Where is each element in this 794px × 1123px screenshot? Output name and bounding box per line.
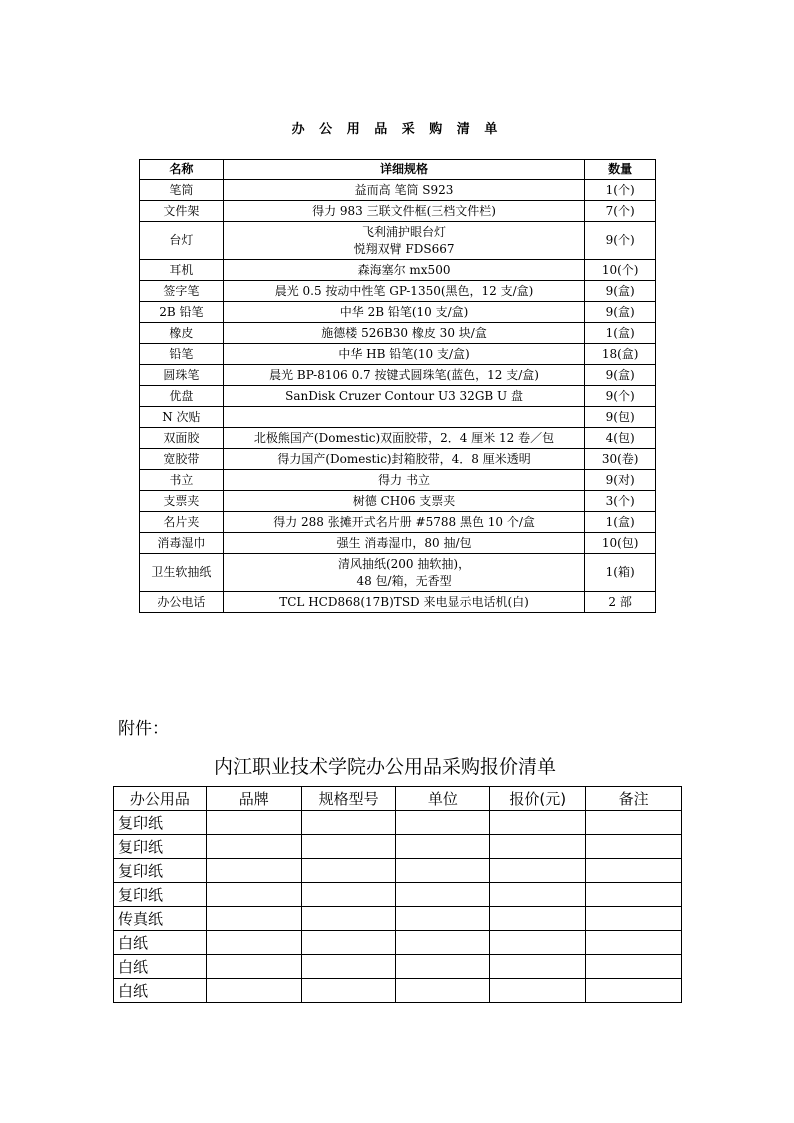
- quote-row: [114, 955, 682, 979]
- item-spec: [223, 449, 584, 470]
- remarks-cell[interactable]: [586, 907, 682, 931]
- table-row: [140, 365, 656, 386]
- unit-cell[interactable]: [396, 907, 490, 931]
- table-row: [140, 386, 656, 407]
- table-row: [140, 449, 656, 470]
- item-name: 双面胶: [140, 428, 224, 449]
- price-cell[interactable]: [490, 931, 586, 955]
- unit-cell[interactable]: [396, 835, 490, 859]
- table-row: [140, 533, 656, 554]
- item-spec-line: 晨光 0.5 按动中性笔 GP-1350(黑色，12 支/盒): [274, 283, 534, 298]
- model-cell[interactable]: [301, 883, 396, 907]
- item-name: 消毒湿巾: [140, 533, 224, 554]
- quote-item-name: 白纸: [114, 931, 207, 955]
- item-qty: 1(箱): [585, 554, 656, 592]
- item-spec: [223, 344, 584, 365]
- purchase-list-table: [139, 159, 656, 613]
- table-header-row: [140, 160, 656, 180]
- item-spec-line: 得力 书立: [378, 472, 430, 487]
- item-spec-line: 森海塞尔 mx500: [357, 262, 451, 277]
- item-spec-line: 中华 2B 铅笔(10 支/盒): [339, 304, 469, 319]
- quote-row: [114, 859, 682, 883]
- header-qty: 数量: [585, 160, 656, 180]
- item-name: 办公电话: [140, 592, 224, 613]
- quote-item-name: 复印纸: [114, 811, 207, 835]
- item-spec: [223, 592, 584, 613]
- price-cell[interactable]: [490, 811, 586, 835]
- item-spec: [223, 386, 584, 407]
- item-spec-line: 晨光 BP-8106 0.7 按键式圆珠笔(蓝色，12 支/盒): [269, 367, 539, 382]
- item-name: 宽胶带: [140, 449, 224, 470]
- table-row: [140, 260, 656, 281]
- item-qty: 1(盒): [585, 323, 656, 344]
- item-qty: 4(包): [585, 428, 656, 449]
- item-name: 橡皮: [140, 323, 224, 344]
- quote-item-name: 白纸: [114, 979, 207, 1003]
- quote-header-row: [114, 787, 682, 811]
- table-row: [140, 512, 656, 533]
- item-spec: [223, 428, 584, 449]
- item-spec: [223, 470, 584, 491]
- quote-row: [114, 907, 682, 931]
- unit-cell[interactable]: [396, 811, 490, 835]
- quote-row: [114, 835, 682, 859]
- brand-cell[interactable]: [206, 811, 301, 835]
- item-name: 优盘: [140, 386, 224, 407]
- item-spec-line: 得力国产(Domestic)封箱胶带，4．8 厘米透明: [277, 451, 531, 466]
- item-qty: 3(个): [585, 491, 656, 512]
- item-qty: 10(包): [585, 533, 656, 554]
- quote-row: [114, 979, 682, 1003]
- item-spec: [223, 365, 584, 386]
- item-name: 签字笔: [140, 281, 224, 302]
- price-cell[interactable]: [490, 979, 586, 1003]
- item-qty: 10(个): [585, 260, 656, 281]
- item-spec-line: 益而高 笔筒 S923: [354, 182, 454, 197]
- brand-cell[interactable]: [206, 907, 301, 931]
- item-spec-line: 飞利浦护眼台灯: [362, 224, 447, 239]
- item-spec-line: 树德 CH06 支票夹: [352, 493, 456, 508]
- table-row: [140, 491, 656, 512]
- item-spec-line: 48 包/箱，无香型: [356, 573, 452, 588]
- quote-item-name: 复印纸: [114, 835, 207, 859]
- unit-cell[interactable]: [396, 979, 490, 1003]
- item-qty: 2 部: [585, 592, 656, 613]
- remarks-cell[interactable]: [586, 859, 682, 883]
- item-spec: [223, 180, 584, 201]
- item-name: 书立: [140, 470, 224, 491]
- item-name: N 次贴: [140, 407, 224, 428]
- item-name: 文件架: [140, 201, 224, 222]
- header-name: 名称: [140, 160, 224, 180]
- item-spec: [223, 554, 584, 592]
- table-row: [140, 470, 656, 491]
- unit-cell[interactable]: [396, 955, 490, 979]
- quote-item-name: 复印纸: [114, 883, 207, 907]
- item-spec-line: 得力 288 张摊开式名片册 #5788 黑色 10 个/盒: [273, 514, 535, 529]
- item-spec: [223, 323, 584, 344]
- brand-cell[interactable]: [206, 859, 301, 883]
- header-unit: 单位: [396, 787, 490, 811]
- remarks-cell[interactable]: [586, 811, 682, 835]
- item-name: 2B 铅笔: [140, 302, 224, 323]
- unit-cell[interactable]: [396, 883, 490, 907]
- table-row: [140, 302, 656, 323]
- table-row: [140, 407, 656, 428]
- brand-cell[interactable]: [206, 955, 301, 979]
- item-spec: [223, 222, 584, 260]
- model-cell[interactable]: [301, 835, 396, 859]
- model-cell[interactable]: [301, 955, 396, 979]
- table-row: [140, 201, 656, 222]
- remarks-cell[interactable]: [586, 955, 682, 979]
- header-spec: 详细规格: [223, 160, 584, 180]
- model-cell[interactable]: [301, 979, 396, 1003]
- item-qty: 9(盒): [585, 302, 656, 323]
- item-name: 耳机: [140, 260, 224, 281]
- remarks-cell[interactable]: [586, 883, 682, 907]
- header-office-supply: 办公用品: [114, 787, 207, 811]
- item-spec: [223, 407, 584, 428]
- item-spec-line: 强生 消毒湿巾，80 抽/包: [336, 535, 472, 550]
- quote-list-title: 内江职业技术学院办公用品采购报价清单: [213, 756, 556, 778]
- item-spec: [223, 533, 584, 554]
- model-cell[interactable]: [301, 811, 396, 835]
- header-remarks: 备注: [586, 787, 682, 811]
- item-spec-line: TCL HCD868(17B)TSD 来电显示电话机(白): [279, 594, 529, 609]
- table-row: [140, 554, 656, 592]
- header-brand: 品牌: [206, 787, 301, 811]
- item-spec-line: 施德楼 526B30 橡皮 30 块/盒: [321, 325, 487, 340]
- quote-table: [113, 786, 682, 1003]
- item-spec: [223, 302, 584, 323]
- item-spec-line: SanDisk Cruzer Contour U3 32GB U 盘: [285, 388, 523, 403]
- item-name: 名片夹: [140, 512, 224, 533]
- quote-item-name: 白纸: [114, 955, 207, 979]
- unit-cell[interactable]: [396, 859, 490, 883]
- table-row: [140, 428, 656, 449]
- item-name: 圆珠笔: [140, 365, 224, 386]
- quote-item-name: 复印纸: [114, 859, 207, 883]
- brand-cell[interactable]: [206, 835, 301, 859]
- brand-cell[interactable]: [206, 979, 301, 1003]
- item-qty: 9(个): [585, 386, 656, 407]
- table-row: [140, 592, 656, 613]
- item-spec-line: 悦翔双臂 FDS667: [353, 241, 455, 256]
- table-row: [140, 180, 656, 201]
- item-qty: 9(个): [585, 222, 656, 260]
- brand-cell[interactable]: [206, 883, 301, 907]
- remarks-cell[interactable]: [586, 931, 682, 955]
- item-spec-line: 中华 HB 铅笔(10 支/盒): [338, 346, 470, 361]
- quote-row: [114, 811, 682, 835]
- price-cell[interactable]: [490, 859, 586, 883]
- table-row: [140, 222, 656, 260]
- item-name: 卫生软抽纸: [140, 554, 224, 592]
- item-qty: 1(盒): [585, 512, 656, 533]
- item-qty: 18(盒): [585, 344, 656, 365]
- item-spec: [223, 281, 584, 302]
- item-spec-line: 得力 983 三联文件框(三档文件栏): [312, 203, 496, 218]
- price-cell[interactable]: [490, 883, 586, 907]
- model-cell[interactable]: [301, 859, 396, 883]
- item-name: 支票夹: [140, 491, 224, 512]
- remarks-cell[interactable]: [586, 979, 682, 1003]
- item-spec: [223, 512, 584, 533]
- header-price: 报价(元): [490, 787, 586, 811]
- item-qty: 30(卷): [585, 449, 656, 470]
- attachment-label: 附件：: [118, 719, 169, 739]
- item-qty: 9(盒): [585, 365, 656, 386]
- price-cell[interactable]: [490, 955, 586, 979]
- item-spec-line: 北极熊国产(Domestic)双面胶带，2．4 厘米 12 卷／包: [253, 430, 555, 445]
- model-cell[interactable]: [301, 931, 396, 955]
- item-spec: [223, 201, 584, 222]
- quote-row: [114, 883, 682, 907]
- item-qty: 9(对): [585, 470, 656, 491]
- item-name: 铅笔: [140, 344, 224, 365]
- table-row: [140, 323, 656, 344]
- table-row: [140, 281, 656, 302]
- quote-item-name: 传真纸: [114, 907, 207, 931]
- price-cell[interactable]: [490, 835, 586, 859]
- item-qty: 7(个): [585, 201, 656, 222]
- price-cell[interactable]: [490, 907, 586, 931]
- table-row: [140, 344, 656, 365]
- item-name: 笔筒: [140, 180, 224, 201]
- unit-cell[interactable]: [396, 931, 490, 955]
- document-title: 办 公 用 品 采 购 清 单: [291, 122, 503, 137]
- item-name: 台灯: [140, 222, 224, 260]
- item-spec: [223, 491, 584, 512]
- model-cell[interactable]: [301, 907, 396, 931]
- item-spec-line: 清风抽纸(200 抽软抽)，: [337, 556, 471, 571]
- remarks-cell[interactable]: [586, 835, 682, 859]
- item-qty: 9(包): [585, 407, 656, 428]
- item-qty: 1(个): [585, 180, 656, 201]
- quote-row: [114, 931, 682, 955]
- header-model: 规格型号: [301, 787, 396, 811]
- brand-cell[interactable]: [206, 931, 301, 955]
- item-qty: 9(盒): [585, 281, 656, 302]
- item-spec: [223, 260, 584, 281]
